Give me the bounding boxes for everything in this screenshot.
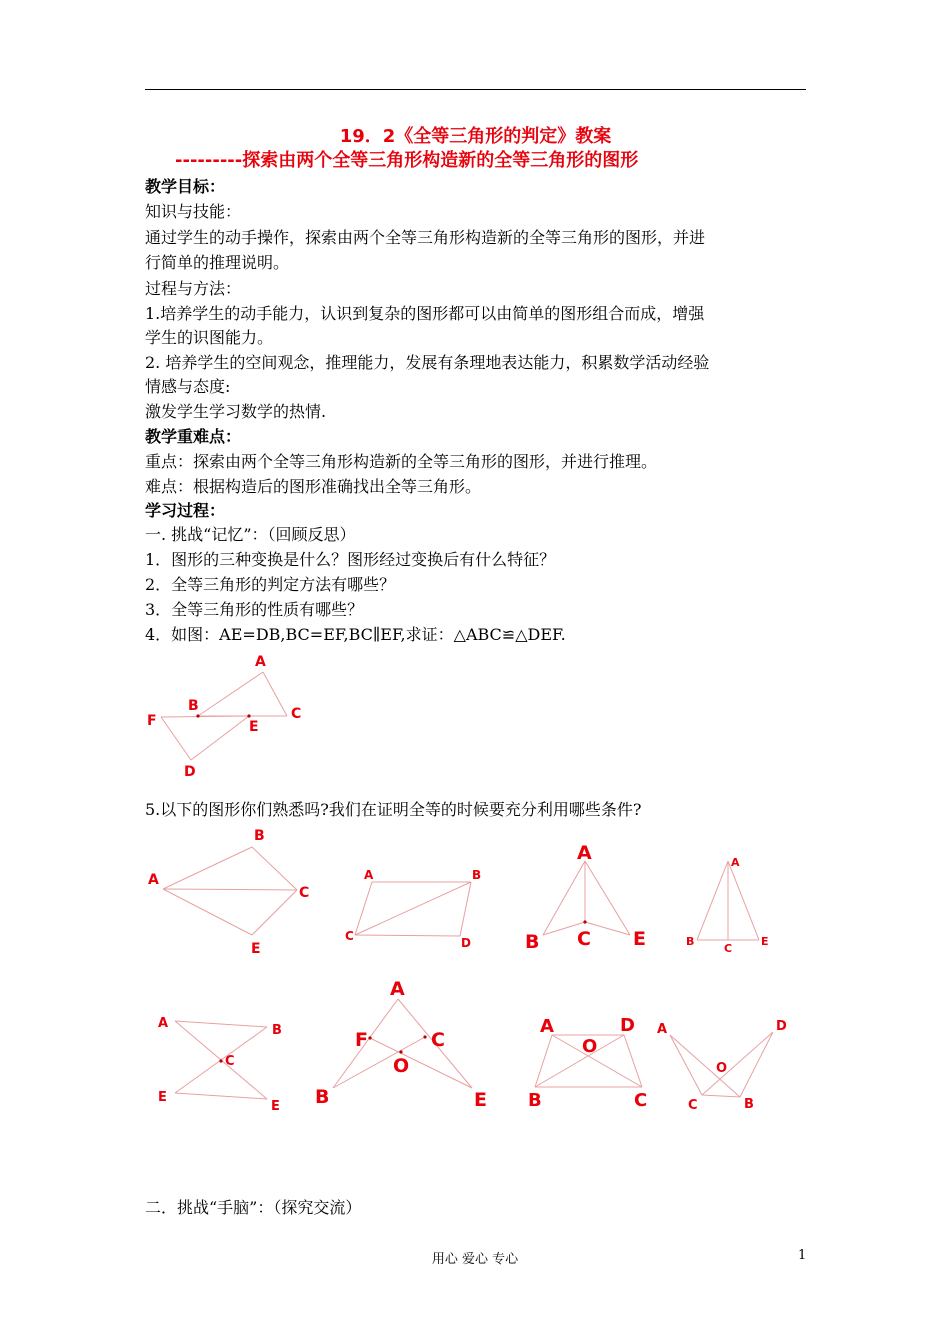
fig4-label-e: E <box>633 928 646 950</box>
page-subtitle: ---------探索由两个全等三角形构造新的全等三角形的图形 <box>175 150 639 171</box>
fig6-label-a: A <box>158 1016 169 1031</box>
question-4: 4．如图：AE=DB,BC=EF,BC∥EF,求证：△ABC≌△DEF. <box>145 625 566 644</box>
fig6-label-c: C <box>225 1054 235 1069</box>
question-2: 2．全等三角形的判定方法有哪些？ <box>145 575 396 594</box>
fig6-label-b: B <box>272 1023 282 1038</box>
fig1-label-c: C <box>291 706 302 722</box>
fig7-label-f: F <box>355 1029 368 1051</box>
fig4-label-c: C <box>577 928 591 950</box>
fig2-label-e: E <box>251 941 261 957</box>
attitude-label: 情感与态度: <box>145 377 231 396</box>
fig3-label-b: B <box>472 868 482 882</box>
question-3: 3．全等三角形的性质有哪些？ <box>145 600 364 619</box>
fig1-label-a: A <box>255 654 266 670</box>
challenge-2-heading: 二．挑战“手脑”：（探究交流） <box>145 1198 362 1217</box>
challenge-1-heading: 一. 挑战“记忆”：（回顾反思） <box>145 525 356 544</box>
fig8-label-a: A <box>540 1016 554 1037</box>
fig7-label-c: C <box>431 1029 445 1051</box>
process-methods-label: 过程与方法： <box>145 279 242 298</box>
fig3-label-d: D <box>461 936 471 950</box>
fig1-label-d: D <box>184 764 196 780</box>
fig6-label-e2: E <box>271 1099 280 1114</box>
fig5-label-e: E <box>761 935 769 948</box>
fig2-label-a: A <box>148 872 159 888</box>
fig9-label-b: B <box>744 1097 754 1112</box>
fig1-label-e: E <box>249 719 259 735</box>
knowledge-text-2: 行简单的推理说明。 <box>145 253 290 272</box>
fig2-label-c: C <box>299 885 310 901</box>
fig6-label-e1: E <box>158 1090 167 1105</box>
fig8-label-c: C <box>634 1090 648 1111</box>
fig9-label-d: D <box>776 1019 787 1034</box>
process-item-1b: 学生的识图能力。 <box>145 328 274 347</box>
fig3-label-a: A <box>364 868 374 882</box>
key-points-heading: 教学重难点： <box>145 427 242 446</box>
fig9-label-o: O <box>716 1061 728 1076</box>
fig5-label-c: C <box>724 942 733 955</box>
fig2-label-b: B <box>254 828 265 844</box>
page-number: 1 <box>798 1248 807 1263</box>
question-1: 1．图形的三种变换是什么？图形经过变换后有什么特征？ <box>145 550 556 569</box>
fig8-label-d: D <box>620 1015 635 1036</box>
process-item-2: 2. 培养学生的空间观念，推理能力，发展有条理地表达能力，积累数学活动经验 <box>145 353 710 372</box>
fig9-label-c: C <box>688 1098 698 1113</box>
fig8-label-o: O <box>582 1036 598 1057</box>
question-5: 5.以下的图形你们熟悉吗?我们在证明全等的时候要充分利用哪些条件? <box>145 800 642 819</box>
knowledge-skills-label: 知识与技能： <box>145 202 242 221</box>
fig4-label-b: B <box>525 931 540 953</box>
fig7-point <box>423 1035 426 1038</box>
difficulty-text: 难点：根据构造后的图形准确找出全等三角形。 <box>145 477 482 496</box>
key-point-text: 重点：探索由两个全等三角形构造新的全等三角形的图形，并进行推理。 <box>145 452 658 471</box>
attitude-text: 激发学生学习数学的热情. <box>145 402 327 421</box>
footer-motto: 用心 爱心 专心 <box>431 1252 519 1267</box>
page-title: 19．2《全等三角形的判定》教案 <box>339 126 612 147</box>
fig8-label-b: B <box>528 1090 542 1111</box>
fig7-point <box>368 1036 371 1039</box>
fig7-label-o: O <box>393 1055 410 1077</box>
fig3-label-c: C <box>345 929 354 943</box>
fig5-label-a: A <box>731 856 740 869</box>
fig7-point <box>399 1050 402 1053</box>
learning-process-heading: 学习过程： <box>145 501 226 520</box>
fig7-label-e: E <box>474 1089 487 1111</box>
teaching-goals-heading: 教学目标： <box>145 177 226 196</box>
fig5-label-b: B <box>686 935 695 948</box>
fig4-label-a: A <box>577 842 592 864</box>
process-item-1a: 1.培养学生的动手能力，认识到复杂的图形都可以由简单的图形组合而成，增强 <box>145 304 705 323</box>
fig9-label-a: A <box>657 1022 668 1037</box>
fig1-label-b: B <box>188 698 199 714</box>
knowledge-text-1: 通过学生的动手操作，探索由两个全等三角形构造新的全等三角形的图形，并进 <box>145 228 706 247</box>
fig7-label-b: B <box>315 1086 330 1108</box>
fig7-label-a: A <box>390 978 405 1000</box>
fig1-label-f: F <box>147 713 157 729</box>
fig6-point <box>219 1059 222 1062</box>
